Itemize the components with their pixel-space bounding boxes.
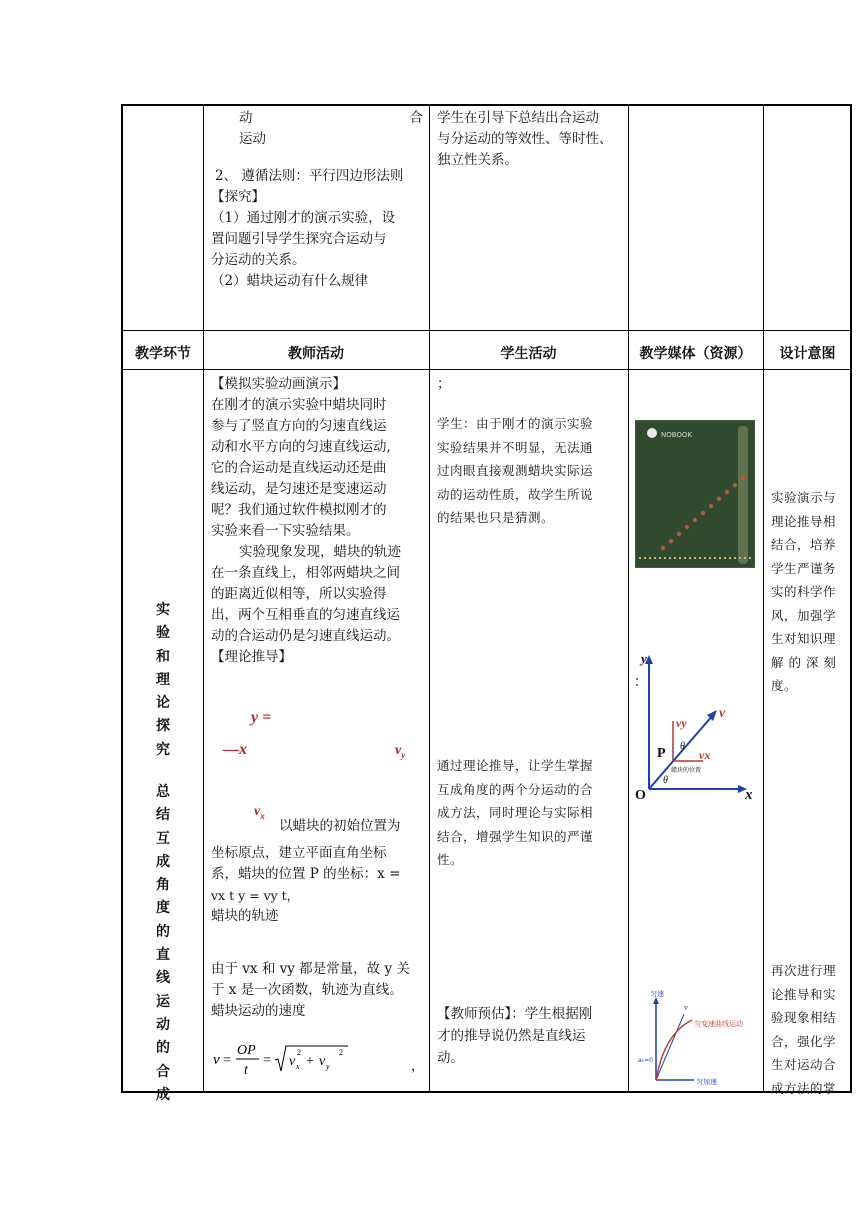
lesson-table xyxy=(121,104,852,1103)
svg-text:v: v xyxy=(684,1003,688,1012)
text: 【教师预估】：学生根据刚 xyxy=(437,1006,593,1022)
text: 在刚才的演示实验中蜡块同时 xyxy=(211,397,387,413)
svg-text:+: + xyxy=(306,1054,314,1069)
svg-text:v: v xyxy=(319,1054,326,1069)
student-note-3 xyxy=(437,1003,625,1069)
text: 学生严谨务 xyxy=(771,560,837,576)
text: 的结果也只是猜测。 xyxy=(437,510,555,525)
svg-text:匀变速曲线运动: 匀变速曲线运动 xyxy=(694,1020,743,1028)
svg-text:vy: vy xyxy=(676,716,687,730)
text: （1）通过刚才的演示实验，设 xyxy=(211,210,396,226)
svg-text:O: O xyxy=(635,788,646,801)
text: 合，强化学 xyxy=(771,1033,837,1049)
text: 蜡块运动的速度 xyxy=(211,1003,306,1019)
text: 2、 遵循法则：平行四边形法则 xyxy=(215,168,404,184)
text: 动。 xyxy=(437,1050,464,1066)
svg-text:匀加速: 匀加速 xyxy=(696,1078,717,1086)
eq-x: —x xyxy=(223,741,247,758)
eq-vy: $v_y$ xyxy=(395,743,406,760)
text: 出，两个互相垂直的匀速直线运 xyxy=(211,607,400,623)
text: 于 x 是一次函数，轨迹为直线。 xyxy=(211,982,403,998)
svg-text:y: y xyxy=(326,1062,330,1071)
text: 实验现象发现，蜡块的轨迹 xyxy=(239,544,401,560)
text: 实验来看一下实验结果。 xyxy=(211,523,360,539)
text: 结合，培养 xyxy=(771,537,837,552)
text: 它的合运动是直线运动还是曲 xyxy=(211,460,387,476)
text: 解 的 深 刻 xyxy=(771,654,837,670)
text: 理论推导相 xyxy=(771,513,837,529)
intent-note-1 xyxy=(771,486,849,698)
text: 与分运动的等效性、等时性、 xyxy=(437,131,613,147)
svg-text:=: = xyxy=(223,1053,231,1068)
eq-y: y = xyxy=(251,709,272,726)
teacher-const xyxy=(211,959,425,1022)
text: 的距离近似相等，所以实验得 xyxy=(211,586,387,602)
velocity-formula xyxy=(213,1038,425,1080)
text: 再次进行理 xyxy=(771,963,837,978)
svg-text:OP: OP xyxy=(237,1043,256,1058)
header-stage: 教学环节 xyxy=(135,346,191,362)
text: 实的科学作 xyxy=(771,584,837,599)
text: 运动 xyxy=(239,131,266,147)
text: 在一条直线上，相邻两蜡块之间 xyxy=(211,565,400,581)
row-divider xyxy=(123,369,850,370)
text: 独立性关系。 xyxy=(437,152,518,168)
text: 呢？我们通过软件模拟刚才的 xyxy=(211,502,387,518)
formula-comma: ， xyxy=(411,1058,425,1073)
coordinate-diagram xyxy=(633,649,755,801)
sim-title: 【模拟实验动画演示】 xyxy=(211,376,346,392)
text: 成方法的掌 xyxy=(771,1080,837,1096)
header-intent: 设计意图 xyxy=(779,346,836,362)
svg-text:θ: θ xyxy=(663,775,668,786)
text: 由于 vx 和 vy 都是常量，故 y 关 xyxy=(211,961,410,977)
text: 通过理论推导，让学生掌握 xyxy=(437,758,594,773)
text: 分运动的关系。 xyxy=(211,252,306,268)
text: 动的运动性质，故学生所说 xyxy=(437,486,594,502)
text: 合 xyxy=(409,110,423,126)
student-semicolon: ； xyxy=(437,376,451,392)
header-teacher: 教师活动 xyxy=(288,346,344,362)
svg-text:x: x xyxy=(745,787,753,801)
svg-text:x: x xyxy=(296,1062,300,1071)
text: 成方法，同时理论与实际相 xyxy=(437,805,594,820)
text: 验现象相结 xyxy=(771,1010,837,1025)
text: 实验演示与 xyxy=(771,490,837,505)
teacher-cell xyxy=(211,374,425,668)
svg-text:=: = xyxy=(263,1053,271,1068)
text: 论推导和实 xyxy=(771,986,837,1002)
curve-motion-diagram xyxy=(634,984,756,1088)
text: 性。 xyxy=(437,852,464,867)
text: 结合，增强学生知识的严谨 xyxy=(437,828,594,844)
text: 参与了竖直方向的匀速直线运 xyxy=(211,418,387,434)
text: 动的合运动仍是匀速直线运动。 xyxy=(211,628,400,644)
text: （2）蜡块运动有什么规律 xyxy=(211,273,369,289)
svg-text:θ: θ xyxy=(680,741,685,752)
theory-title: 【理论推导】 xyxy=(211,649,292,665)
row-divider xyxy=(123,330,850,331)
text: 生对知识理 xyxy=(771,631,837,646)
text: 风，加强学 xyxy=(771,607,837,623)
header-student: 学生活动 xyxy=(500,346,557,362)
text: 【探究】 xyxy=(211,189,265,205)
text: 系，蜡块的位置 P 的坐标：x = xyxy=(211,866,401,882)
text: 坐标原点，建立平面直角坐标 xyxy=(211,845,387,861)
stage-label-2: 总 结 互 成 角 度 的 直 线 运 动 的 合 成 xyxy=(156,784,170,1103)
top-teacher-cell xyxy=(211,108,423,292)
svg-text:v: v xyxy=(719,706,726,721)
text: 以蜡块的初始位置为 xyxy=(279,818,401,834)
text: 置问题引导学生探究合运动与 xyxy=(211,231,387,247)
svg-text:2: 2 xyxy=(339,1048,343,1057)
svg-text:匀速: 匀速 xyxy=(650,990,664,998)
svg-text:v: v xyxy=(213,1052,220,1068)
svg-text:2: 2 xyxy=(297,1048,301,1057)
text: 线运动，是匀速还是变速运动 xyxy=(211,481,387,497)
student-note-2 xyxy=(437,754,625,872)
student-note-1 xyxy=(437,412,625,530)
svg-text:t: t xyxy=(244,1063,248,1078)
header-media: 教学媒体（资源） xyxy=(639,346,752,362)
top-student-cell xyxy=(437,108,625,171)
text: 生对运动合 xyxy=(771,1057,837,1072)
text: vx t y = vy t， xyxy=(211,888,300,903)
svg-text:v: v xyxy=(289,1054,296,1069)
text: 互成角度的两个分运动的合 xyxy=(437,781,594,797)
svg-text:a₁=0: a₁=0 xyxy=(638,1057,653,1064)
text: 过肉眼直接观测蜡块实际运 xyxy=(437,463,594,478)
svg-text:vx: vx xyxy=(699,748,711,762)
svg-text:蜡块的位置: 蜡块的位置 xyxy=(671,767,702,774)
text: 蜡块的轨迹 xyxy=(211,908,279,924)
col-divider xyxy=(203,106,204,1091)
text: 动和水平方向的匀速直线运动, xyxy=(211,439,391,455)
simulation-image xyxy=(635,420,755,568)
svg-text:NOBOOK: NOBOOK xyxy=(661,431,693,439)
svg-text:y: y xyxy=(641,651,647,666)
svg-text:P: P xyxy=(657,746,666,761)
text: 学生：由于刚才的演示实验 xyxy=(437,416,594,431)
stage-label-1: 实 验 和 理 论 探 究 xyxy=(156,602,170,758)
eq-vx: $v_x$ xyxy=(254,804,265,821)
text: 实验结果并不明显，无法通 xyxy=(437,439,594,455)
text: 度。 xyxy=(771,678,798,693)
text: 才的推导说仍然是直线运 xyxy=(437,1028,586,1044)
col-divider xyxy=(628,106,629,1091)
intent-note-2 xyxy=(771,959,849,1100)
text: 动 xyxy=(239,110,253,126)
teacher-coord xyxy=(211,816,425,927)
col-divider xyxy=(763,106,764,1091)
col-divider xyxy=(429,106,430,1091)
text: 学生在引导下总结出合运动 xyxy=(437,110,599,126)
